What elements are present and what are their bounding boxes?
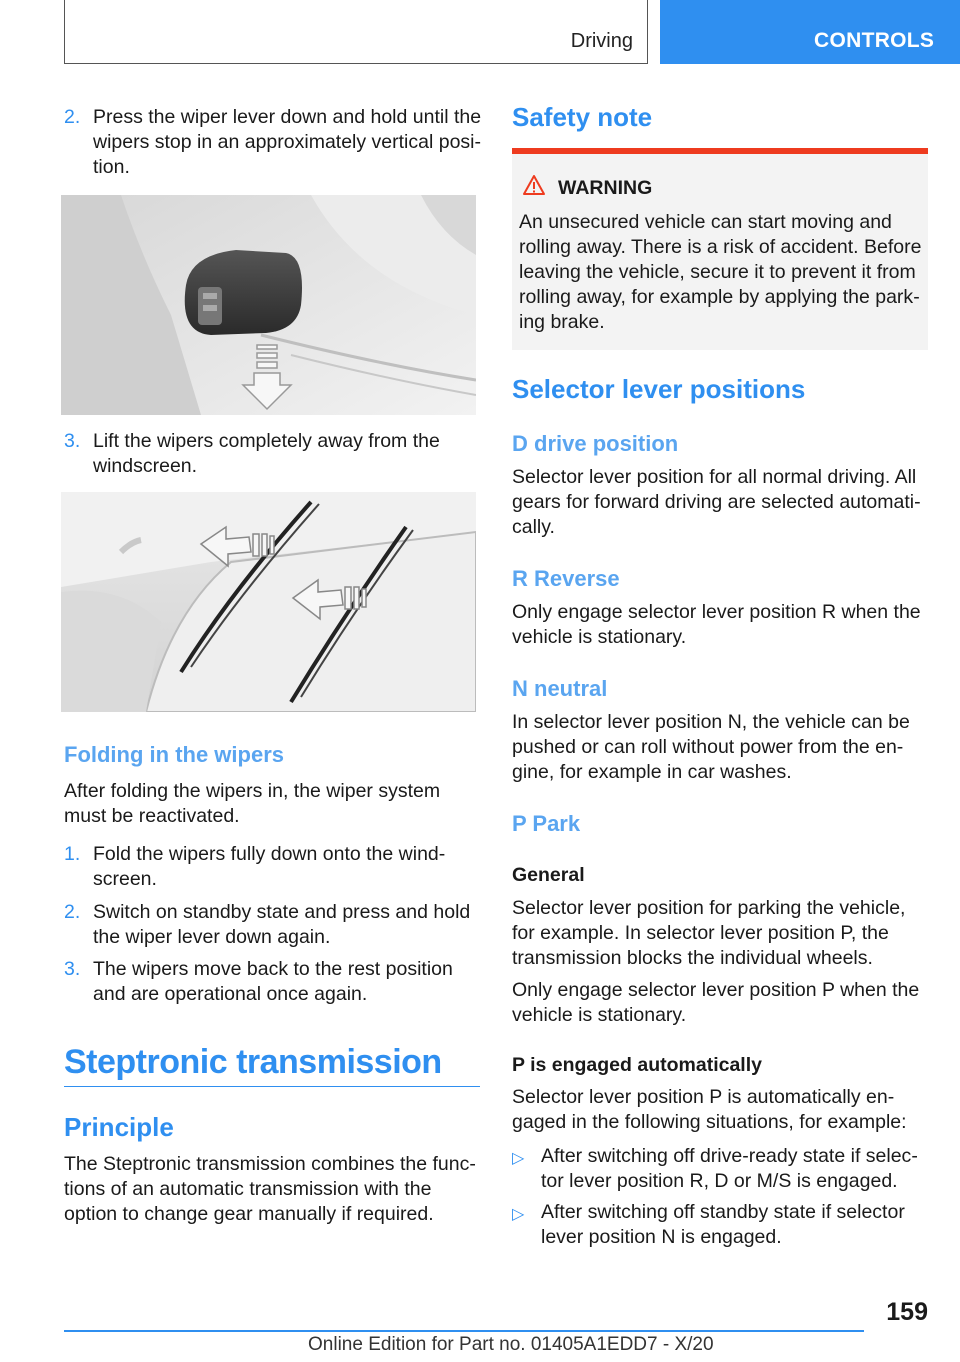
step-text: Fold the wipers fully down onto the windscreen. [93,843,446,890]
neutral-title: N neutral [512,676,608,701]
d-heading-wrap [512,431,678,457]
principle-title: Principle [64,1112,174,1142]
folding-title: Folding in the wipers [64,742,284,767]
step-number: 2. [64,901,81,923]
auto-engaged-text: Selector lever position P is automatically engaged in the following situations, for example: [512,1086,907,1133]
warning-label: WARNING [558,177,653,199]
folding-intro: After folding the wipers in, the wiper system must be reactivated. [64,780,441,827]
park-title: P Park [512,811,581,836]
auto-heading-wrap [512,1054,762,1077]
header-chapter-tab [660,0,960,64]
windscreen-wipers-illustration [61,492,476,712]
bullet-text: After switching off standby state if selector lever position N is engaged. [541,1201,905,1248]
safety-title: Safety note [512,102,653,132]
general-text-2: Only engage selector lever position P when the vehicle is stationary. [512,979,920,1026]
wiper-lever-illustration [61,195,476,415]
step-text: Press the wiper lever down and hold until the wipers stop in an approximately vertical position. [93,106,482,178]
d-drive-title: D drive position [512,431,679,456]
section-divider [64,1086,480,1087]
footer-divider [64,1330,864,1332]
general-title: General [512,864,585,886]
triangle-bullet-icon: ▷ [512,1150,525,1167]
step-text: Lift the wipers completely away from the windscreen. [93,430,440,477]
principle-heading-wrap [64,1112,174,1143]
warning-triangle-icon [522,174,546,201]
footer-edition: Online Edition for Part no. 01405A1EDD7 - X/20 [308,1334,714,1355]
step-number: 3. [64,958,81,980]
positions-heading-wrap [512,374,805,405]
header-section-label: Driving [570,30,633,52]
r-heading-wrap [512,566,620,592]
p-heading-wrap [512,811,580,837]
header-chapter-label: CONTROLS [814,29,935,52]
auto-engaged-title: P is engaged automatically [512,1054,762,1076]
step-text: Switch on standby state and press and hold the wiper lever down again. [93,901,471,948]
positions-title: Selector lever positions [512,374,806,404]
page-number: 159 [886,1298,928,1326]
general-heading-wrap [512,864,585,887]
steptronic-title: Steptronic transmission [64,1043,442,1081]
warning-box [512,148,928,350]
folding-heading-wrap [64,742,284,768]
step-text: The wipers move back to the rest position and are operational once again. [93,958,453,1005]
steptronic-heading-wrap [64,1043,442,1082]
step-number: 3. [64,430,81,452]
n-heading-wrap [512,676,607,702]
step-number: 2. [64,106,81,128]
safety-heading-wrap [512,102,652,133]
principle-text: The Steptronic transmission combines the functions of an automatic transmission with the option to change gear manually if required. [64,1153,476,1225]
bullet-text: After switching off drive-ready state if selector lever position R, D or M/S is engaged. [541,1145,918,1192]
reverse-title: R Reverse [512,566,620,591]
warning-text: An unsecured vehicle can start moving and rolling away. There is a risk of accident. Before leaving the vehicle, secure it to prevent it from rolling away, for example by applying the parking brake. [519,211,922,333]
general-text-1: Selector lever position for parking the vehicle, for example. In selector lever position P, the transmission blocks the individual wheels. [512,897,906,969]
triangle-bullet-icon: ▷ [512,1206,525,1223]
neutral-text: In selector lever position N, the vehicle can be pushed or can roll without power from the engine, for example in car washes. [512,711,910,783]
d-drive-text: Selector lever position for all normal driving. All gears for forward driving are selected automatically. [512,466,921,538]
step-number: 1. [64,843,81,865]
header-section-tab [64,0,648,64]
reverse-text: Only engage selector lever position R when the vehicle is stationary. [512,601,921,648]
